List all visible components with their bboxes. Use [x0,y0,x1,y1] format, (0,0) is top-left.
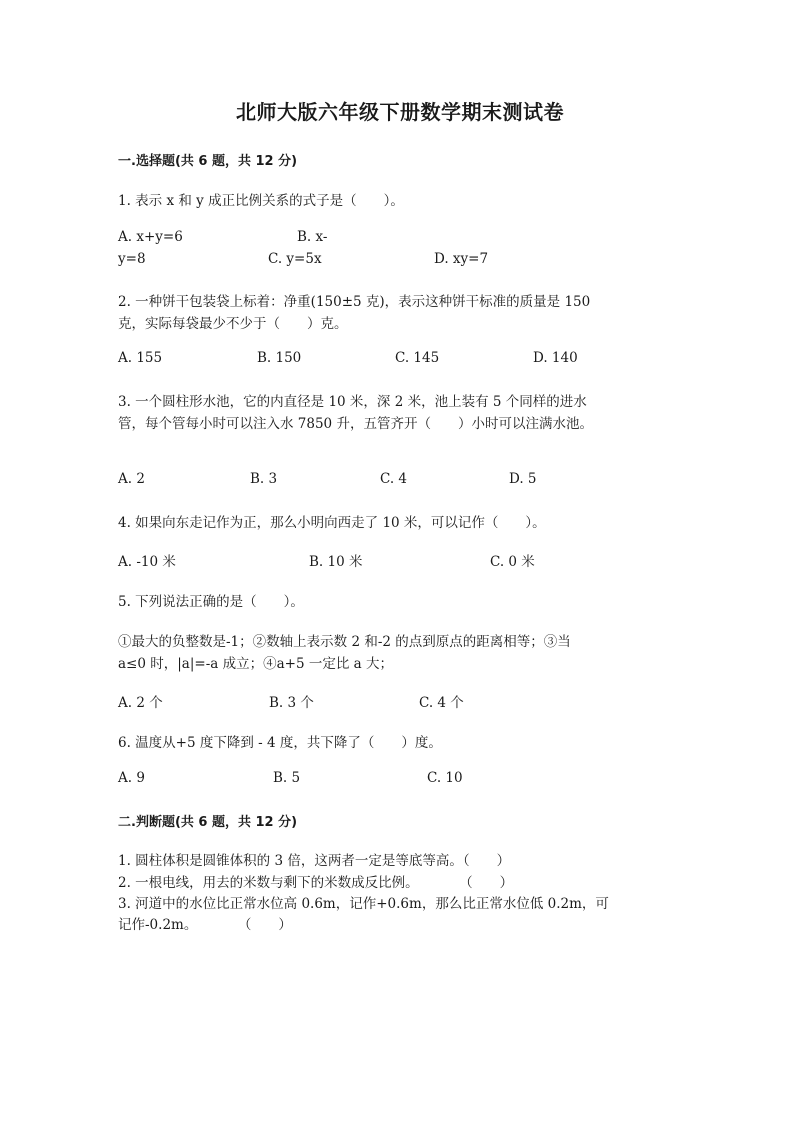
judgment-3-line1: 3. 河道中的水位比正常水位高 0.6m，记作+0.6m，那么比正常水位低 0.2m，可 [118,896,609,912]
question-6-stem: 6. 温度从+5 度下降到 - 4 度，共下降了（ ）度。 [118,735,442,751]
question-1-option-b: B. x- [297,229,328,245]
question-5-option-b: B. 3 个 [269,695,314,711]
question-5-statements-line1: ①最大的负整数是-1；②数轴上表示数 2 和-2 的点到原点的距离相等；③当 [118,634,571,650]
question-2-stem-line1: 2. 一种饼干包装袋上标着：净重(150±5 克)，表示这种饼干标准的质量是 150 [118,294,591,310]
question-5-stem: 5. 下列说法正确的是（ ）。 [118,594,304,610]
question-2-stem-line2: 克，实际每袋最少不少于（ ）克。 [118,316,348,332]
question-2-option-a: A. 155 [118,350,163,366]
question-3-option-c: C. 4 [380,471,408,487]
question-3-stem-line2: 管，每个管每小时可以注入水 7850 升，五管齐开（ ）小时可以注满水池。 [118,416,593,432]
question-1-option-b-cont: y=8 [118,251,146,267]
question-5-option-a: A. 2 个 [118,695,163,711]
question-6-option-a: A. 9 [118,770,145,786]
question-3-option-d: D. 5 [509,471,537,487]
question-4-option-c: C. 0 米 [490,554,535,570]
question-1-option-d: D. xy=7 [434,251,489,267]
judgment-3-line2: 记作-0.2m。 （ ） [118,917,292,933]
question-2-option-c: C. 145 [395,350,440,366]
question-6-option-c: C. 10 [427,770,463,786]
question-4-option-a: A. -10 米 [118,554,176,570]
question-4-stem: 4. 如果向东走记作为正，那么小明向西走了 10 米，可以记作（ ）。 [118,515,546,531]
question-2-option-d: D. 140 [533,350,578,366]
question-3-stem-line1: 3. 一个圆柱形水池，它的内直径是 10 米，深 2 米，池上装有 5 个同样的进水 [118,394,587,410]
question-3-option-b: B. 3 [250,471,278,487]
section-heading-judgment: 二.判断题(共 6 题，共 12 分) [118,815,298,830]
section-heading-choice: 一.选择题(共 6 题，共 12 分) [118,154,298,169]
question-1-option-a: A. x+y=6 [118,229,183,245]
question-5-statements-line2: a≤0 时，|a|=-a 成立；④a+5 一定比 a 大； [118,656,393,672]
question-1-stem: 1. 表示 x 和 y 成正比例关系的式子是（ ）。 [118,193,404,209]
question-1-option-c: C. y=5x [268,251,322,267]
question-4-option-b: B. 10 米 [309,554,363,570]
question-3-option-a: A. 2 [118,471,145,487]
question-2-option-b: B. 150 [257,350,302,366]
judgment-2: 2. 一根电线，用去的米数与剩下的米数成反比例。 （ ） [118,875,514,891]
judgment-1: 1. 圆柱体积是圆锥体积的 3 倍，这两者一定是等底等高。（ ） [118,853,511,869]
question-6-option-b: B. 5 [273,770,301,786]
page-title: 北师大版六年级下册数学期末测试卷 [236,100,564,124]
question-5-option-c: C. 4 个 [419,695,464,711]
